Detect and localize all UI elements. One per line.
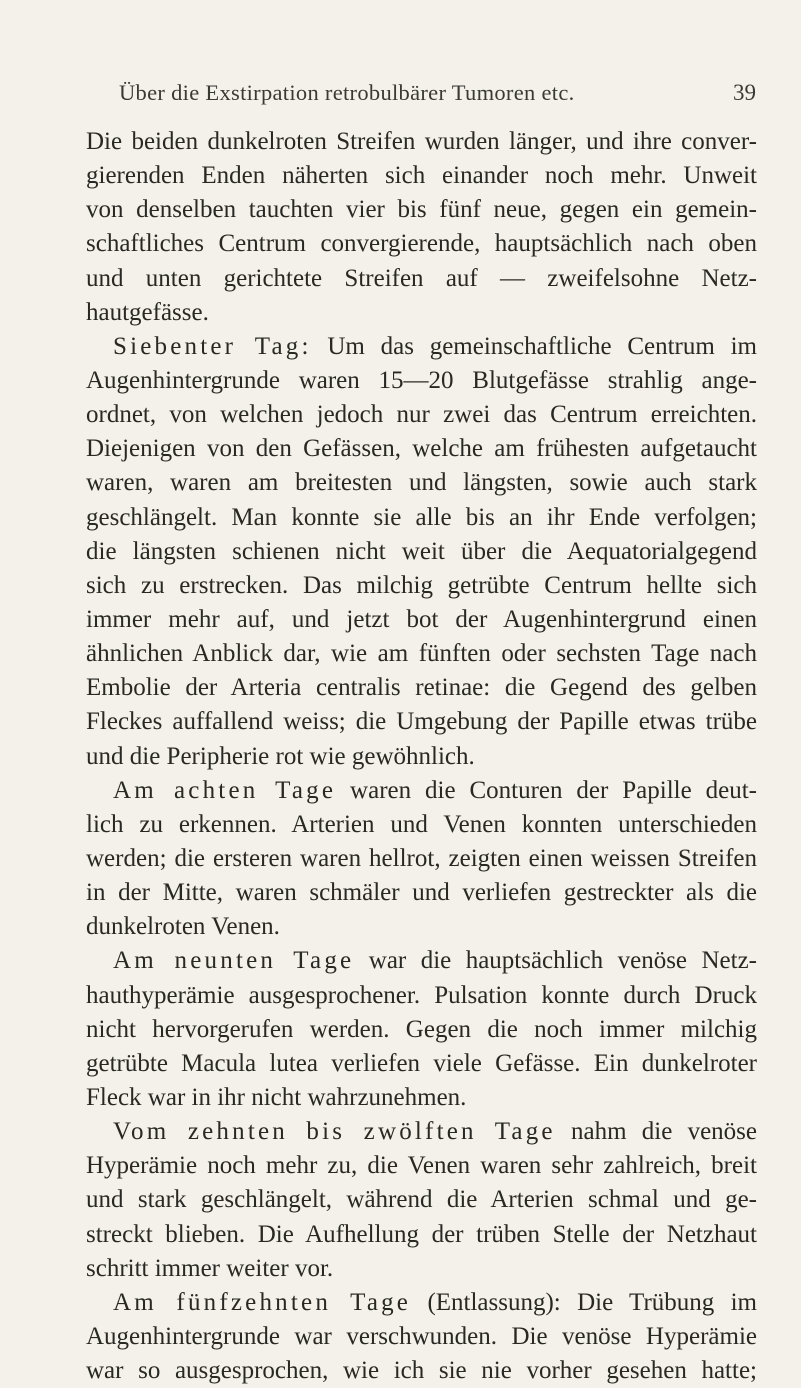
page-number: 39 (733, 80, 756, 105)
day-heading: Vom zehnten bis zwölften Tage (113, 1118, 556, 1146)
paragraph-start: Am neunten Tage war die hauptsächlich venöse Netz- (113, 947, 757, 975)
text-line: schritt immer weiter vor. (86, 1254, 334, 1282)
day-heading: Siebenter Tag: (113, 332, 312, 360)
day-heading: Am neunten Tage (113, 947, 355, 975)
running-header (86, 80, 756, 114)
paragraph-start: Siebenter Tag: Um das gemeinschaftliche Centrum im (113, 332, 757, 360)
text-line: sich zu erstrecken. Das milchig getrübte Centrum hellte sich (86, 571, 757, 599)
text-line: ähnlichen Anblick dar, wie am fünften oder sechsten Tage nach (86, 640, 757, 668)
text-line: Hyperämie noch mehr zu, die Venen waren sehr zahlreich, breit (86, 1152, 757, 1180)
text-line: gierenden Enden näherten sich einander noch mehr. Unweit (86, 162, 757, 190)
text-line: die längsten schienen nicht weit über die Aequatorialgegend (86, 537, 757, 565)
text-line: Fleck war in ihr nicht wahrzunehmen. (86, 1083, 467, 1111)
text-line: nicht hervorgerufen werden. Gegen die noch immer milchig (86, 1015, 757, 1043)
text-line: von denselben tauchten vier bis fünf neue, gegen ein gemein- (86, 196, 757, 224)
body-text (86, 125, 757, 1388)
text-line: Fleckes auffallend weiss; die Umgebung der Papille etwas trübe (86, 708, 757, 736)
text-line: immer mehr auf, und jetzt bot der Augenhintergrund einen (86, 605, 757, 633)
day-heading: Am fünfzehnten Tage (113, 1288, 412, 1316)
paragraph-start: Vom zehnten bis zwölften Tage nahm die venöse (113, 1118, 757, 1146)
text-line: geschlängelt. Man konnte sie alle bis an ihr Ende verfolgen; (86, 503, 757, 531)
text-line: Die beiden dunkelroten Streifen wurden länger, und ihre conver- (86, 128, 757, 155)
text-line: hauthyperämie ausgesprochener. Pulsation konnte durch Druck (86, 981, 757, 1009)
day-heading: Am achten Tage (113, 776, 337, 804)
text-line: und stark geschlängelt, während die Arterien schmal und ge- (86, 1186, 757, 1214)
text-line: in der Mitte, waren schmäler und verliefen gestreckter als die (86, 879, 757, 907)
text-line: Diejenigen von den Gefässen, welche am frühesten aufgetaucht (86, 435, 757, 463)
text-line: war so ausgesprochen, wie ich sie nie vorher gesehen hatte; (86, 1357, 757, 1385)
paragraph-start: Am achten Tage waren die Conturen der Papille deut- (113, 776, 757, 804)
text-line: schaftliches Centrum convergierende, hauptsächlich nach oben (86, 230, 757, 258)
text-line: und unten gerichtete Streifen auf — zweifelsohne Netz- (86, 264, 757, 292)
text-line: streckt blieben. Die Aufhellung der trüben Stelle der Netzhaut (86, 1220, 757, 1248)
text-line: und die Peripherie rot wie gewöhnlich. (86, 742, 475, 770)
paragraph-start: Am fünfzehnten Tage (Entlassung): Die Trübung im (113, 1288, 757, 1316)
text-line: Augenhintergrunde waren 15—20 Blutgefässe strahlig ange- (86, 366, 757, 394)
text-line: waren, waren am breitesten und längsten, sowie auch stark (86, 469, 757, 497)
running-title: Über die Exstirpation retrobulbärer Tumoren etc. (119, 80, 575, 105)
text-line: Augenhintergrunde war verschwunden. Die venöse Hyperämie (86, 1322, 757, 1350)
text-line: ordnet, von welchen jedoch nur zwei das Centrum erreichten. (86, 401, 757, 429)
text-line: getrübte Macula lutea verliefen viele Gefässe. Ein dunkelroter (86, 1049, 757, 1077)
text-line: dunkelroten Venen. (86, 913, 280, 941)
text-line: hautgefässe. (86, 298, 209, 326)
text-line: werden; die ersteren waren hellrot, zeigten einen weissen Streifen (86, 844, 757, 872)
text-line: lich zu erkennen. Arterien und Venen konnten unterschieden (86, 810, 757, 838)
text-line: Embolie der Arteria centralis retinae: die Gegend des gelben (86, 674, 757, 702)
